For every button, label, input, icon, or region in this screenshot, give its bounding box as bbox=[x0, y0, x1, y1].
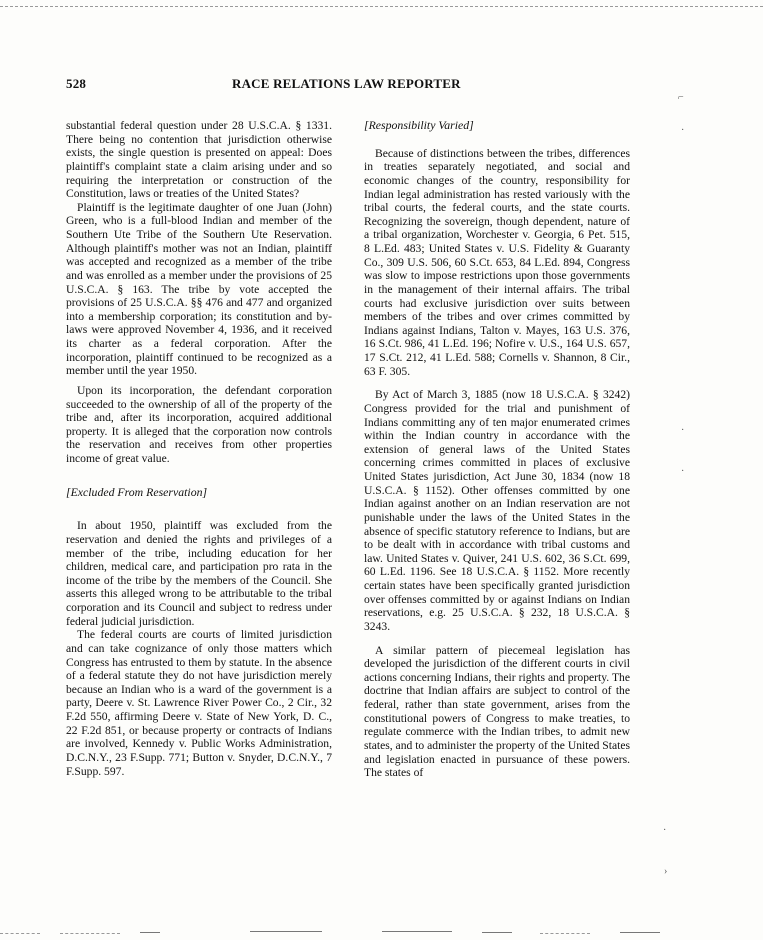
page-number: 528 bbox=[66, 76, 87, 91]
paragraph: In about 1950, plaintiff was excluded from the reservation and denied the rights and privileges of a member of the tribe, including education for her children, medical care, and participation pro rata in the income of the tribe by the members of the Council. She asserts this alleged wrong to be attributable to the tribal corporation and its Council and subject to redress under federal judicial jurisdiction. bbox=[66, 519, 332, 628]
bottom-rule bbox=[60, 933, 120, 934]
margin-mark: · bbox=[663, 825, 667, 836]
section-heading: [Responsibility Varied] bbox=[364, 118, 474, 132]
top-border bbox=[0, 6, 763, 7]
bottom-rule bbox=[540, 933, 590, 934]
running-title: RACE RELATIONS LAW REPORTER bbox=[232, 76, 461, 91]
section-heading: [Excluded From Reservation] bbox=[66, 484, 208, 499]
right-column bbox=[364, 119, 630, 780]
paragraph: Upon its incorporation, the defendant corporation succeeded to the ownership of all of the property of the tribe and, after its incorporation, acquired additional property. It is alleged that the corporation now controls the reservation and receives from other properties income of great value. bbox=[66, 383, 332, 465]
bottom-rule bbox=[482, 932, 512, 933]
bottom-rule bbox=[250, 931, 322, 932]
paragraph: By Act of March 3, 1885 (now 18 U.S.C.A. § 3242) Congress provided for the trial and punishment of Indians committing any of ten major enumerated crimes within the Indian country in accordance with the extension of general laws of the United States concerning crimes committed in places of exclusive United States jurisdiction, Act June 30, 1834 (now 18 U.S.C.A. § 1152). Other offenses committed by one Indian against another on an Indian reservation are not punishable under the laws of the United States in the absence of specific statutory reference to Indians, but are to be dealt with in accordance with tribal customs and law. United States v. Quiver, 241 U.S. 602, 36 S.Ct. 699, 60 L.Ed. 1196. See 18 U.S.C.A. § 1152. More recently certain states have been specifically granted jurisdiction over offenses committed by or against Indians on Indian reservations, e.g. 25 U.S.C.A. § 232, 18 U.S.C.A. § 3243. bbox=[364, 388, 630, 633]
left-column bbox=[66, 119, 332, 778]
paragraph: substantial federal question under 28 U.S.C.A. § 1331. There being no contention that jurisdiction otherwise exists, the single question is presented on appeal: Does plaintiff's complaint state a claim arising under and so requiring the interpretation or construction of the Constitution, laws or treaties of the United States? bbox=[66, 119, 332, 201]
margin-mark: · bbox=[681, 466, 685, 477]
margin-mark: ⌐ bbox=[678, 92, 684, 103]
paragraph: Plaintiff is the legitimate daughter of one Juan (John) Green, who is a full-blood Indian and member of the Southern Ute Tribe of the Southern Ute Reservation. Although plaintiff's mother was not an Indian, plaintiff was accepted and recognized as a member of the tribe and was enrolled as a member under the provisions of 25 U.S.C.A. § 163. The tribe by vote accepted the provisions of 25 U.S.C.A. §§ 476 and 477 and organized into a membership corporation; its constitution and by-laws were approved November 4, 1936, and it received its charter as a federal corporation. After the incorporation, plaintiff continued to be recognized as a member until the year 1950. bbox=[66, 200, 332, 378]
margin-mark: · bbox=[681, 425, 685, 436]
paragraph: A similar pattern of piecemeal legislation has developed the jurisdiction of the different courts in civil actions concerning Indians, their rights and property. The doctrine that Indian affairs are subject to control of the federal, rather than state government, arises from the constitutional powers of Congress to make treaties, to regulate commerce with the Indian tribes, to admit new states, and to administer the property of the United States and legislation enacted in pursuance of these powers. The states of bbox=[364, 643, 630, 780]
paragraph: The federal courts are courts of limited jurisdiction and can take cognizance of only those matters which Congress has entrusted to them by statute. In the absence of a federal statute they do not have jurisdiction merely because an Indian who is a ward of the government is a party, Deere v. St. Lawrence River Power Co., 2 Cir., 32 F.2d 550, affirming Deere v. State of New York, D. C., 22 F.2d 851, or because property or contracts of Indians are involved, Kennedy v. Public Works Administration, D.C.N.Y., 23 F.Supp. 771; Button v. Snyder, D.C.N.Y., 7 F.Supp. 597. bbox=[66, 628, 332, 778]
paragraph: Because of distinctions between the tribes, differences in treaties separately negotiated, and social and economic changes of the country, responsibility for Indian legal administration has rested variously with the tribal courts, the federal courts, and the state courts. Recognizing the sovereign, though dependent, nature of a tribal organization, Worchester v. Georgia, 6 Pet. 515, 8 L.Ed. 483; United States v. U.S. Fidelity & Guaranty Co., 309 U.S. 506, 60 S.Ct. 653, 84 L.Ed. 894, Congress was slow to impose restrictions upon those governments in the management of their internal affairs. The tribal courts had exclusive jurisdiction over suits between members of the tribes and over crimes committed by Indians against Indians, Talton v. Mayes, 163 U.S. 376, 16 S.Ct. 986, 41 L.Ed. 196; Nofire v. U.S., 164 U.S. 657, 17 S.Ct. 212, 41 L.Ed. 588; Cornells v. Shannon, 8 Cir., 63 F. 305. bbox=[364, 146, 630, 378]
margin-mark: › bbox=[664, 866, 668, 877]
bottom-rule bbox=[382, 931, 452, 932]
bottom-rule bbox=[0, 933, 40, 934]
bottom-rule bbox=[620, 932, 660, 933]
bottom-rule bbox=[140, 932, 160, 933]
margin-mark: · bbox=[681, 125, 685, 136]
